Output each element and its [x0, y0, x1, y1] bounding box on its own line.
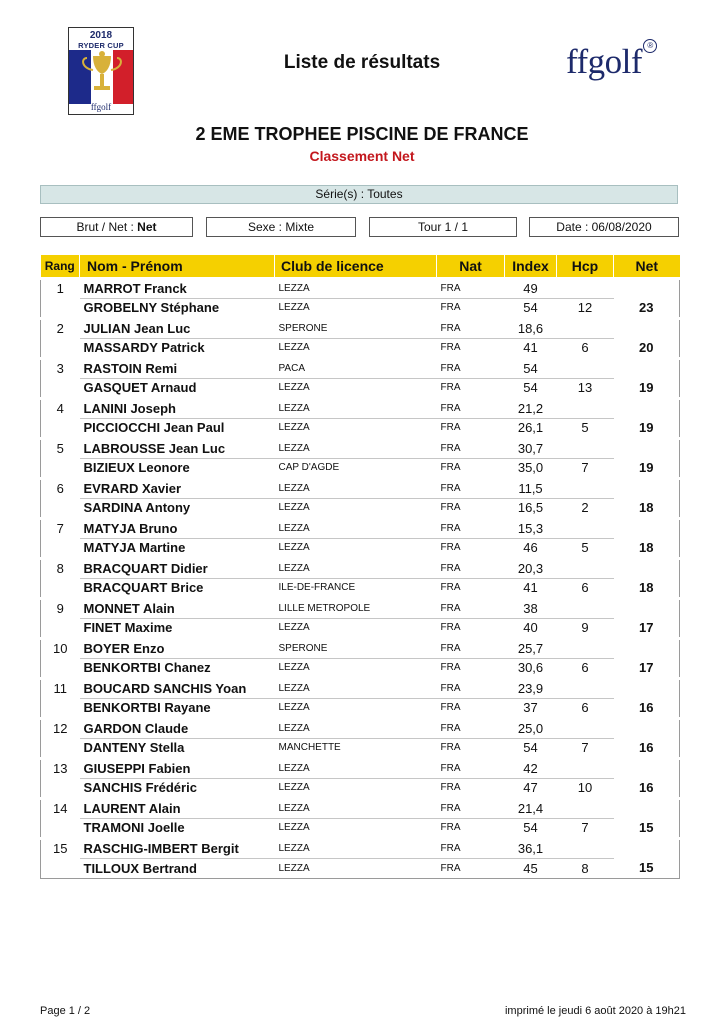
table-row — [41, 318, 680, 338]
net-score — [614, 438, 680, 458]
rank-cell — [41, 498, 80, 518]
hcp-value: 6 — [557, 698, 614, 718]
hcp-value — [557, 398, 614, 418]
index-value: 30,7 — [505, 438, 557, 458]
index-value: 25,0 — [505, 718, 557, 738]
club-name: LEZZA — [275, 438, 437, 458]
hcp-value — [557, 798, 614, 818]
rank-cell: 10 — [41, 638, 80, 658]
nationality: FRA — [437, 778, 505, 798]
club-name: LEZZA — [275, 778, 437, 798]
hcp-value: 13 — [557, 378, 614, 398]
rank-cell: 6 — [41, 478, 80, 498]
table-row — [41, 778, 680, 798]
net-score: 18 — [614, 538, 680, 558]
nationality: FRA — [437, 338, 505, 358]
index-value: 25,7 — [505, 638, 557, 658]
hcp-value: 5 — [557, 418, 614, 438]
nationality: FRA — [437, 798, 505, 818]
rank-cell — [41, 338, 80, 358]
club-name: MANCHETTE — [275, 738, 437, 758]
event-title: 2 EME TROPHEE PISCINE DE FRANCE — [195, 124, 529, 144]
player-name: DANTENY Stella — [80, 738, 275, 758]
index-value: 41 — [505, 578, 557, 598]
hcp-value — [557, 758, 614, 778]
rank-cell: 15 — [41, 838, 80, 858]
club-name: PACA — [275, 358, 437, 378]
index-value: 37 — [505, 698, 557, 718]
index-value: 47 — [505, 778, 557, 798]
club-name: LEZZA — [275, 618, 437, 638]
nationality: FRA — [437, 758, 505, 778]
player-name: MARROT Franck — [80, 278, 275, 298]
nationality: FRA — [437, 718, 505, 738]
table-row — [41, 598, 680, 618]
index-value: 30,6 — [505, 658, 557, 678]
nationality: FRA — [437, 438, 505, 458]
player-name: GARDON Claude — [80, 718, 275, 738]
player-name: JULIAN Jean Luc — [80, 318, 275, 338]
hcp-value: 6 — [557, 658, 614, 678]
rank-cell: 4 — [41, 398, 80, 418]
club-name: LEZZA — [275, 798, 437, 818]
index-value: 45 — [505, 858, 557, 878]
net-score: 16 — [614, 738, 680, 758]
table-row — [41, 478, 680, 498]
net-score — [614, 278, 680, 298]
club-name: LEZZA — [275, 818, 437, 838]
table-row — [41, 298, 680, 318]
net-score: 19 — [614, 418, 680, 438]
hcp-value — [557, 318, 614, 338]
index-value: 46 — [505, 538, 557, 558]
nationality: FRA — [437, 858, 505, 878]
hcp-value: 9 — [557, 618, 614, 638]
table-row — [41, 738, 680, 758]
hcp-value — [557, 638, 614, 658]
index-value: 40 — [505, 618, 557, 638]
club-name: LEZZA — [275, 718, 437, 738]
net-score — [614, 638, 680, 658]
player-name: SANCHIS Frédéric — [80, 778, 275, 798]
net-score: 15 — [614, 818, 680, 838]
rank-cell: 11 — [41, 678, 80, 698]
hcp-value — [557, 358, 614, 378]
table-row — [41, 518, 680, 538]
index-value: 54 — [505, 298, 557, 318]
index-value: 36,1 — [505, 838, 557, 858]
hcp-value — [557, 518, 614, 538]
index-value: 21,2 — [505, 398, 557, 418]
player-name: BRACQUART Brice — [80, 578, 275, 598]
nationality: FRA — [437, 398, 505, 418]
net-score — [614, 758, 680, 778]
net-score — [614, 678, 680, 698]
rank-cell — [41, 538, 80, 558]
hcp-value — [557, 838, 614, 858]
player-name: BOYER Enzo — [80, 638, 275, 658]
table-row — [41, 718, 680, 738]
table-row — [41, 698, 680, 718]
logo-name: RYDER CUP — [78, 41, 124, 50]
table-row — [41, 438, 680, 458]
nationality: FRA — [437, 538, 505, 558]
nationality: FRA — [437, 278, 505, 298]
net-score: 23 — [614, 298, 680, 318]
nationality: FRA — [437, 558, 505, 578]
nationality: FRA — [437, 638, 505, 658]
table-row — [41, 818, 680, 838]
hcp-value — [557, 718, 614, 738]
club-name: LEZZA — [275, 858, 437, 878]
ryder-cup-logo — [68, 27, 134, 115]
player-name: PICCIOCCHI Jean Paul — [80, 418, 275, 438]
player-name: MONNET Alain — [80, 598, 275, 618]
col-net: Net — [614, 255, 680, 278]
nationality: FRA — [437, 698, 505, 718]
club-name: LEZZA — [275, 278, 437, 298]
hcp-value: 12 — [557, 298, 614, 318]
results-table — [40, 255, 680, 879]
rank-cell — [41, 698, 80, 718]
table-row — [41, 678, 680, 698]
table-row — [41, 858, 680, 878]
nationality: FRA — [437, 518, 505, 538]
net-score — [614, 398, 680, 418]
net-score — [614, 478, 680, 498]
sexe-box: Sexe : Mixte — [206, 217, 356, 237]
table-row — [41, 278, 680, 298]
nationality: FRA — [437, 598, 505, 618]
index-value: 54 — [505, 358, 557, 378]
index-value: 23,9 — [505, 678, 557, 698]
player-name: RASTOIN Remi — [80, 358, 275, 378]
rank-cell — [41, 458, 80, 478]
hcp-value: 6 — [557, 338, 614, 358]
player-name: BIZIEUX Leonore — [80, 458, 275, 478]
rank-cell — [41, 298, 80, 318]
club-name: LEZZA — [275, 518, 437, 538]
rank-cell: 1 — [41, 278, 80, 298]
table-row — [41, 358, 680, 378]
table-row — [41, 758, 680, 778]
table-row — [41, 538, 680, 558]
rank-cell: 12 — [41, 718, 80, 738]
club-name: LEZZA — [275, 538, 437, 558]
rank-cell: 5 — [41, 438, 80, 458]
rank-cell: 9 — [41, 598, 80, 618]
table-row — [41, 558, 680, 578]
table-row — [41, 418, 680, 438]
club-name: LEZZA — [275, 678, 437, 698]
net-score: 17 — [614, 618, 680, 638]
net-score: 17 — [614, 658, 680, 678]
nationality: FRA — [437, 498, 505, 518]
player-name: SARDINA Antony — [80, 498, 275, 518]
player-name: MATYJA Bruno — [80, 518, 275, 538]
page-number: Page 1 / 2 — [40, 1005, 91, 1017]
index-value: 42 — [505, 758, 557, 778]
nationality: FRA — [437, 658, 505, 678]
hcp-value: 6 — [557, 578, 614, 598]
logo-ffgolf-small: ffgolf — [90, 102, 112, 112]
rank-cell: 3 — [41, 358, 80, 378]
net-score: 20 — [614, 338, 680, 358]
net-score — [614, 518, 680, 538]
index-value: 26,1 — [505, 418, 557, 438]
club-name: LEZZA — [275, 658, 437, 678]
nationality: FRA — [437, 838, 505, 858]
club-name: LEZZA — [275, 338, 437, 358]
hcp-value — [557, 558, 614, 578]
table-row — [41, 658, 680, 678]
ffgolf-logo-text: ffgolf — [566, 42, 643, 81]
rank-cell — [41, 818, 80, 838]
table-row — [41, 618, 680, 638]
player-name: LAURENT Alain — [80, 798, 275, 818]
club-name: LEZZA — [275, 418, 437, 438]
rank-cell — [41, 738, 80, 758]
nationality: FRA — [437, 378, 505, 398]
club-name: LEZZA — [275, 758, 437, 778]
table-row — [41, 498, 680, 518]
nationality: FRA — [437, 818, 505, 838]
club-name: LEZZA — [275, 698, 437, 718]
hcp-value — [557, 598, 614, 618]
net-score — [614, 558, 680, 578]
hcp-value — [557, 278, 614, 298]
net-score — [614, 718, 680, 738]
player-name: TILLOUX Bertrand — [80, 858, 275, 878]
nationality: FRA — [437, 418, 505, 438]
index-value: 18,6 — [505, 318, 557, 338]
player-name: BOUCARD SANCHIS Yoan — [80, 678, 275, 698]
net-score: 16 — [614, 698, 680, 718]
index-value: 21,4 — [505, 798, 557, 818]
brut-net-value: Net — [137, 220, 157, 234]
table-row — [41, 338, 680, 358]
index-value: 41 — [505, 338, 557, 358]
net-score — [614, 358, 680, 378]
index-value: 11,5 — [505, 478, 557, 498]
nationality: FRA — [437, 458, 505, 478]
club-name: ILE-DE-FRANCE — [275, 578, 437, 598]
index-value: 54 — [505, 738, 557, 758]
net-score: 18 — [614, 498, 680, 518]
date-box: Date : 06/08/2020 — [529, 217, 679, 237]
net-score: 19 — [614, 378, 680, 398]
nationality: FRA — [437, 738, 505, 758]
hcp-value: 7 — [557, 738, 614, 758]
rank-cell — [41, 418, 80, 438]
player-name: FINET Maxime — [80, 618, 275, 638]
col-nat: Nat — [437, 255, 505, 278]
rank-cell — [41, 378, 80, 398]
table-row — [41, 398, 680, 418]
net-score: 19 — [614, 458, 680, 478]
player-name: TRAMONI Joelle — [80, 818, 275, 838]
club-name: SPERONE — [275, 318, 437, 338]
club-name: LEZZA — [275, 478, 437, 498]
nationality: FRA — [437, 298, 505, 318]
player-name: RASCHIG-IMBERT Bergit — [80, 838, 275, 858]
player-name: GROBELNY Stéphane — [80, 298, 275, 318]
nationality: FRA — [437, 678, 505, 698]
hcp-value: 5 — [557, 538, 614, 558]
player-name: GASQUET Arnaud — [80, 378, 275, 398]
table-row — [41, 838, 680, 858]
player-name: BENKORTBI Chanez — [80, 658, 275, 678]
hcp-value: 8 — [557, 858, 614, 878]
tour-box: Tour 1 / 1 — [369, 217, 517, 237]
index-value: 16,5 — [505, 498, 557, 518]
hcp-value: 2 — [557, 498, 614, 518]
trophy-flag-icon — [69, 50, 134, 104]
table-header — [41, 255, 680, 278]
table-row — [41, 638, 680, 658]
index-value: 15,3 — [505, 518, 557, 538]
club-name: LEZZA — [275, 558, 437, 578]
club-name: SPERONE — [275, 638, 437, 658]
rank-cell: 14 — [41, 798, 80, 818]
logo-year: 2018 — [89, 30, 113, 41]
player-name: MASSARDY Patrick — [80, 338, 275, 358]
series-bar: Série(s) : Toutes — [40, 185, 678, 204]
rank-cell — [41, 618, 80, 638]
player-name: MATYJA Martine — [80, 538, 275, 558]
player-name: LABROUSSE Jean Luc — [80, 438, 275, 458]
net-score: 16 — [614, 778, 680, 798]
club-name: CAP D'AGDE — [275, 458, 437, 478]
club-name: LEZZA — [275, 498, 437, 518]
rank-cell: 2 — [41, 318, 80, 338]
net-score: 18 — [614, 578, 680, 598]
player-name: LANINI Joseph — [80, 398, 275, 418]
net-score — [614, 838, 680, 858]
net-score: 15 — [614, 858, 680, 878]
table-row — [41, 798, 680, 818]
net-score — [614, 318, 680, 338]
club-name: LEZZA — [275, 398, 437, 418]
col-rang: Rang — [41, 255, 80, 278]
index-value: 54 — [505, 378, 557, 398]
brut-net-box — [40, 217, 193, 237]
player-name: GIUSEPPI Fabien — [80, 758, 275, 778]
col-index: Index — [505, 255, 557, 278]
rank-cell — [41, 778, 80, 798]
index-value: 49 — [505, 278, 557, 298]
nationality: FRA — [437, 618, 505, 638]
index-value: 35,0 — [505, 458, 557, 478]
nationality: FRA — [437, 478, 505, 498]
nationality: FRA — [437, 358, 505, 378]
print-date: imprimé le jeudi 6 août 2020 à 19h21 — [504, 1005, 686, 1017]
rank-cell: 13 — [41, 758, 80, 778]
index-value: 54 — [505, 818, 557, 838]
hcp-value — [557, 678, 614, 698]
hcp-value: 10 — [557, 778, 614, 798]
nationality: FRA — [437, 318, 505, 338]
club-name: LEZZA — [275, 298, 437, 318]
hcp-value — [557, 478, 614, 498]
registered-icon: ® — [643, 39, 657, 53]
hcp-value: 7 — [557, 458, 614, 478]
table-row — [41, 458, 680, 478]
player-name: BRACQUART Didier — [80, 558, 275, 578]
rank-cell — [41, 658, 80, 678]
rank-cell — [41, 578, 80, 598]
hcp-value — [557, 438, 614, 458]
rank-cell: 7 — [41, 518, 80, 538]
table-row — [41, 578, 680, 598]
club-name: LEZZA — [275, 838, 437, 858]
net-score — [614, 598, 680, 618]
ranking-type: Classement Net — [309, 148, 415, 164]
club-name: LILLE METROPOLE — [275, 598, 437, 618]
rank-cell: 8 — [41, 558, 80, 578]
hcp-value: 7 — [557, 818, 614, 838]
index-value: 20,3 — [505, 558, 557, 578]
col-nom: Nom - Prénom — [80, 255, 275, 278]
player-name: BENKORTBI Rayane — [80, 698, 275, 718]
club-name: LEZZA — [275, 378, 437, 398]
index-value: 38 — [505, 598, 557, 618]
col-club: Club de licence — [275, 255, 437, 278]
player-name: EVRARD Xavier — [80, 478, 275, 498]
table-row — [41, 378, 680, 398]
ffgolf-logo — [566, 41, 653, 82]
nationality: FRA — [437, 578, 505, 598]
document-title: Liste de résultats — [283, 52, 441, 73]
rank-cell — [41, 858, 80, 878]
net-score — [614, 798, 680, 818]
brut-net-label: Brut / Net : — [76, 220, 134, 234]
col-hcp: Hcp — [557, 255, 614, 278]
